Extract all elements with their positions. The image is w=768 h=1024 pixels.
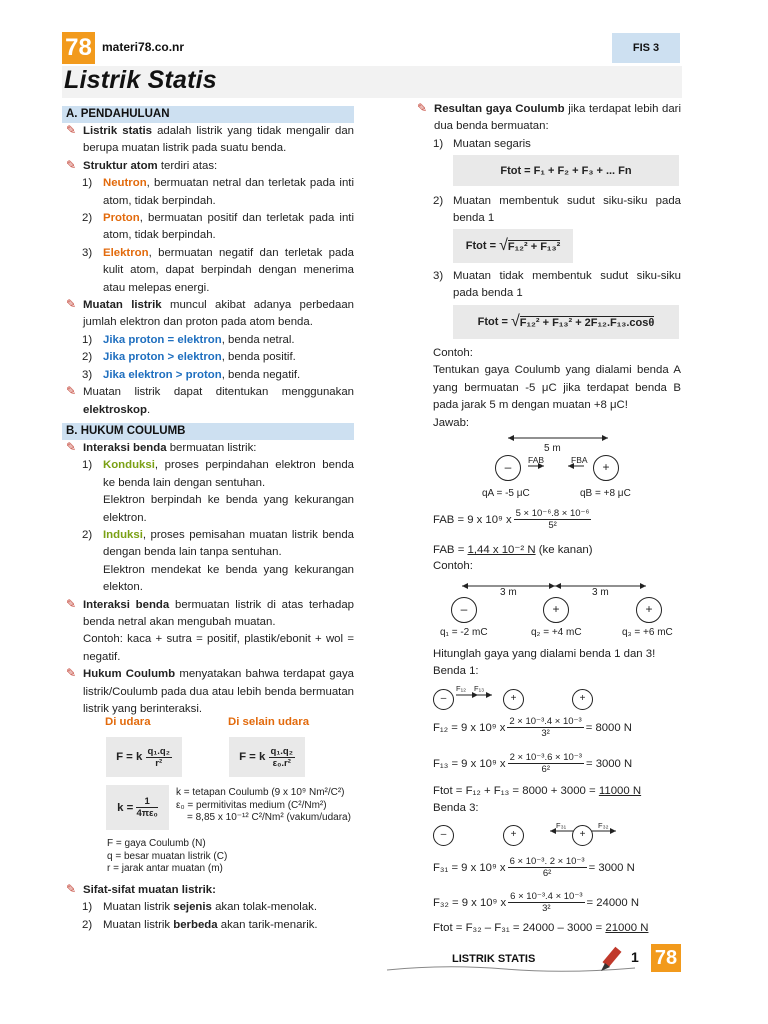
list-item: 1) Neutron, bermuatan netral dan terletak pada inti atom, tidak berpindah.	[82, 177, 354, 207]
answer-label: Jawab:	[433, 416, 470, 429]
bullet-interaksi-benda: ✎ Interaksi benda bermuatan listrik:	[62, 440, 354, 457]
result-benda-3: Ftot = F₃₂ – F₃₁ = 24000 – 3000 = 21000 N	[433, 922, 649, 934]
bullet-listrik-statis: ✎ Listrik statis adalah listrik yang tidak mengalir dan berupa muatan listrik pada suatu benda.	[62, 123, 354, 158]
charge-3: +	[572, 689, 593, 710]
example-1	[433, 345, 681, 432]
example-2-question	[433, 646, 681, 681]
sifat-list	[62, 882, 354, 934]
formula-box-non-siku: Ftot = √ F₁₂² + F₁₃² + 2F₁₂.F₁₃.cosθ	[453, 305, 679, 339]
result-benda-1: Ftot = F₁₂ + F₁₃ = 8000 + 3000 = 11000 N	[433, 785, 642, 797]
charge-1: –	[433, 689, 454, 710]
benda-1-label: Benda 1:	[433, 665, 479, 678]
diagram-arrows-3m	[440, 578, 680, 594]
formula-box-udara: F = k $\frac{\text{q₁.q₂}}{\text{r²}}$	[106, 737, 182, 777]
list-item: 1) Muatan listrik sejenis akan tolak-menolak.	[82, 901, 318, 914]
charge-1-value: q₁ = -2 mC	[440, 627, 488, 638]
formula-box-k: k = $\frac{1}{\text{4πε₀}}$	[106, 785, 169, 830]
page-number: 1	[631, 949, 639, 965]
bullet-elektroskop: ✎ Muatan listrik dapat ditentukan menggunakan elektroskop.	[62, 384, 354, 419]
section-a-heading: A. PENDAHULUAN	[62, 106, 354, 123]
distance-label: 3 m	[500, 587, 517, 598]
charge-2: +	[503, 825, 524, 846]
page-title: Listrik Statis	[64, 66, 217, 94]
class-badge: FIS 3	[612, 33, 680, 63]
charge-a-value: qA = -5 μC	[482, 488, 530, 499]
label-di-selain-udara: Di selain udara	[228, 716, 310, 728]
list-item: 1) Jika proton = elektron, benda netral.	[82, 333, 295, 346]
left-column	[62, 106, 354, 718]
list-item: 1) Muatan segaris	[433, 137, 531, 150]
calc-f32: F₃₂ = 9 x 10⁹ x $\frac{\text{6 × 10⁻³.4 × 10⁻³}}{\text{3²}}$ = 24000 N	[433, 891, 639, 914]
example-label: Contoh:	[433, 560, 473, 572]
calc-f13: F₁₃ = 9 x 10⁹ x $\frac{\text{2 × 10⁻³.6 × 10⁻³}}{\text{6²}}$ = 3000 N	[433, 752, 633, 775]
charge-1: –	[451, 597, 477, 623]
bullet-interaksi-netral: ✎ Interaksi benda bermuatan listrik di atas terhadap benda netral akan mengubah muatan.	[62, 597, 354, 632]
bullet-hukum-coulumb: ✎ Hukum Coulumb menyatakan bahwa terdapat gaya listrik/Coulumb pada dua atau lebih benda bermuatan listrik yang berinteraksi.	[62, 666, 354, 718]
list-item: 2) Jika proton > elektron, benda positif.	[82, 351, 296, 364]
result-fab: FAB = 1,44 x 10⁻² N (ke kanan)	[433, 544, 593, 556]
force-label: F₃₂	[598, 821, 609, 830]
case-3	[413, 268, 681, 303]
benda-3-label: Benda 3:	[433, 802, 479, 814]
bullet-resultan: ✎ Resultan gaya Coulumb jika terdapat lebih dari dua benda bermuatan:	[413, 101, 681, 136]
list-item: 2) Induksi, proses pemisahan muatan listrik benda dengan benda lain tanpa sentuhan.	[82, 528, 354, 559]
calc-f12: F₁₂ = 9 x 10⁹ x $\frac{\text{2 × 10⁻³.4 × 10⁻³}}{\text{3²}}$ = 8000 N	[433, 716, 632, 739]
charge-2: +	[543, 597, 569, 623]
right-column-intro	[413, 101, 681, 153]
distance-label: 3 m	[592, 587, 609, 598]
force-label-fba: FBA	[571, 455, 588, 465]
charge-b-value: qB = +8 μC	[580, 488, 631, 499]
list-item: 2) Proton, bermuatan positif dan terletak pada inti atom, tidak berpindah.	[82, 212, 354, 242]
force-label: F₁₂	[456, 684, 467, 693]
formula-box-siku: Ftot = √ F₁₂² + F₁₃²	[453, 229, 573, 263]
charge-3-value: q₃ = +6 mC	[622, 627, 673, 638]
charge-1: –	[433, 825, 454, 846]
force-label-fab: FAB	[528, 455, 545, 465]
list-item: 2) Muatan listrik berbeda akan tarik-menarik.	[82, 918, 318, 931]
distance-label: 5 m	[544, 443, 561, 454]
charge-a: –	[495, 455, 521, 481]
footer-title: LISTRIK STATIS	[452, 953, 536, 965]
case-2	[413, 193, 681, 228]
note-text: Elektron mendekat ke benda yang kekurangan elekton.	[103, 563, 354, 594]
bullet-sifat: ✎ Sifat-sifat muatan listrik:	[62, 882, 354, 899]
bullet-struktur-atom: ✎ Struktur atom terdiri atas:	[62, 158, 354, 175]
pencil-icon	[596, 945, 626, 975]
list-item: 2) Muatan membentuk sudut siku-siku pada benda 1	[433, 195, 681, 225]
charge-3: +	[636, 597, 662, 623]
list-item: 3) Muatan tidak membentuk sudut siku-siku pada benda 1	[433, 270, 681, 300]
logo: 78	[62, 32, 95, 64]
footer-logo: 78	[651, 944, 681, 972]
list-item: 3) Elektron, bermuatan negatif dan terletak pada kulit atom, dapat berpindah dengan menerima atau melepas energi.	[82, 246, 354, 294]
definitions-symbols: F = gaya Coulumb (N) q = besar muatan listrik (C) r = jarak antar muatan (m)	[107, 838, 228, 874]
formula-box-segaris: Ftot = F₁ + F₂ + F₃ + ... Fn	[453, 155, 679, 186]
force-label: F₃₁	[556, 821, 567, 830]
example-label: Contoh:	[433, 347, 473, 359]
charge-b: +	[593, 455, 619, 481]
formula-box-medium: F = k $\frac{\text{q₁.q₂}}{\text{ε₀.r²}}$	[229, 737, 305, 777]
list-item: 1) Konduksi, proses perpindahan elektron benda ke benda lain dengan sentuhan.	[82, 459, 354, 489]
calc-f31: F₃₁ = 9 x 10⁹ x $\frac{\text{6 × 10⁻³. 2 × 10⁻³}}{\text{6²}}$ = 3000 N	[433, 856, 635, 879]
example-question: Tentukan gaya Coulumb yang dialami benda A yang bermuatan -5 μC jika terdapat benda B pada jarak 5 m dengan muatan +8 μC!	[433, 364, 681, 412]
charge-3: +	[572, 825, 593, 846]
question-text: Hitunglah gaya yang dialami benda 1 dan 3!	[433, 648, 656, 660]
note-text: Elektron berpindah ke benda yang kekurangan elektron.	[103, 494, 354, 524]
charge-2-value: q₂ = +4 mC	[531, 627, 582, 638]
charge-2: +	[503, 689, 524, 710]
definitions-k: k = tetapan Coulumb (9 x 10⁹ Nm²/C²) ε₀ = permitivitas medium (C²/Nm²) = 8,85 x 10⁻¹² C²/Nm² (vakum/udara)	[176, 787, 351, 823]
list-item: 3) Jika elektron > proton, benda negatif.	[82, 368, 301, 381]
site-name: materi78.co.nr	[102, 40, 185, 54]
bullet-muatan-listrik: ✎ Muatan listrik muncul akibat adanya perbedaan jumlah elektron dan proton pada atom benda.	[62, 297, 354, 332]
force-label: F₁₃	[474, 684, 485, 693]
example-text: Contoh: kaca + sutra = positif, plastik/ebonit + wol = negatif.	[83, 633, 354, 663]
label-di-udara: Di udara	[105, 716, 151, 728]
section-b-heading: B. HUKUM COULUMB	[62, 423, 354, 440]
calc-fab: FAB = 9 x 10⁹ x $\frac{\text{5 × 10⁻⁶.8 × 10⁻⁶}}{\text{5²}}$	[433, 508, 590, 531]
